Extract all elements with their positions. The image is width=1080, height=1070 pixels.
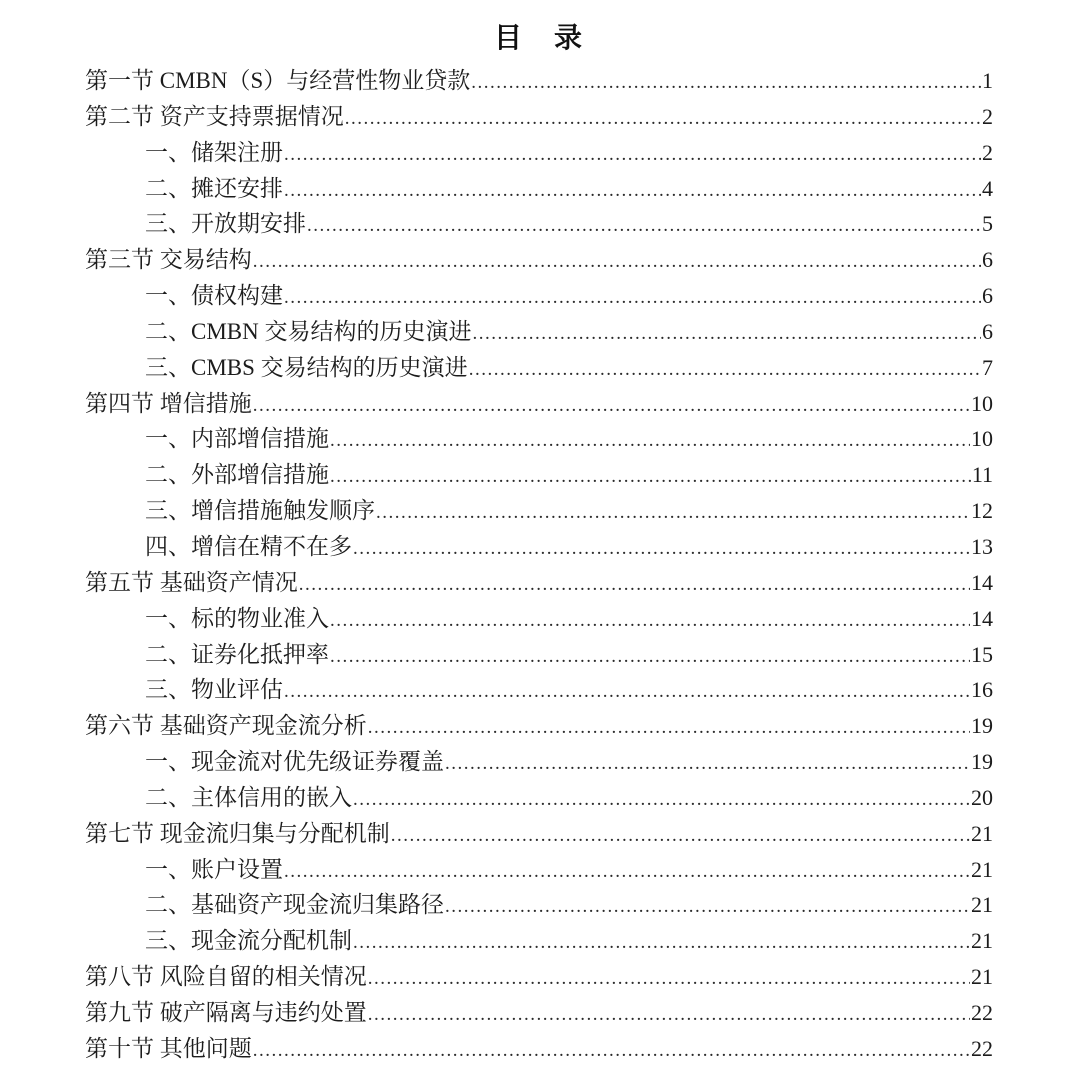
toc-leader-dots (353, 532, 970, 566)
toc-page-number: 10 (971, 426, 993, 452)
toc-page-number: 20 (971, 784, 993, 810)
toc-page-number: 6 (982, 318, 993, 344)
toc-entry-label: 一、标的物业准入 (145, 605, 329, 631)
toc-entry-label: 三、增信措施触发顺序 (145, 498, 375, 524)
toc-entry-label: 第六节 基础资产现金流分析 (85, 713, 367, 739)
toc-entry-label: 二、主体信用的嵌入 (145, 784, 352, 810)
toc-row (85, 279, 993, 315)
toc-page-number: 6 (982, 283, 993, 309)
toc-entry-label: 二、CMBN 交易结构的历史演进 (145, 318, 472, 344)
toc-entry-label: 三、现金流分配机制 (145, 928, 352, 954)
toc-leader-dots (353, 926, 970, 960)
toc-page-number: 4 (982, 175, 993, 201)
toc-page-number: 12 (971, 498, 993, 524)
toc-leader-dots (253, 1034, 970, 1068)
toc-leader-dots (368, 711, 970, 745)
toc-row (85, 422, 993, 458)
toc-row (85, 172, 993, 208)
toc-entry-label: 二、基础资产现金流归集路径 (145, 892, 444, 918)
toc-row (85, 530, 993, 566)
toc-entry-label: 第十节 其他问题 (85, 1035, 252, 1061)
toc-entry-label: 第三节 交易结构 (85, 247, 252, 273)
toc-leader-dots (330, 460, 971, 494)
toc-row (85, 494, 993, 530)
toc-page-number: 21 (971, 928, 993, 954)
toc-leader-dots (330, 640, 970, 674)
toc-entry-label: 二、外部增信措施 (145, 462, 329, 488)
toc-entry-label: 第二节 资产支持票据情况 (85, 103, 344, 129)
toc-entry-label: 第四节 增信措施 (85, 390, 252, 416)
toc-page-number: 21 (971, 964, 993, 990)
toc-entry-label: 一、债权构建 (145, 283, 283, 309)
toc-row (85, 207, 993, 243)
toc-entry-label: 三、CMBS 交易结构的历史演进 (145, 354, 468, 380)
toc-row (85, 351, 993, 387)
toc-row (85, 745, 993, 781)
toc-entry-label: 二、摊还安排 (145, 175, 283, 201)
toc-page-number: 5 (982, 211, 993, 237)
toc-entry-label: 第九节 破产隔离与违约处置 (85, 999, 367, 1025)
toc-leader-dots (284, 174, 981, 208)
toc-row (85, 960, 993, 996)
toc-leader-dots (391, 819, 970, 853)
toc-row (85, 817, 993, 853)
toc-list (85, 64, 993, 1068)
toc-leader-dots (353, 783, 970, 817)
toc-row (85, 100, 993, 136)
toc-entry-label: 一、储架注册 (145, 139, 283, 165)
toc-entry-label: 第八节 风险自留的相关情况 (85, 964, 367, 990)
toc-page-number: 16 (971, 677, 993, 703)
toc-entry-label: 第一节 CMBN（S）与经营性物业贷款 (85, 68, 471, 93)
toc-page-number: 2 (982, 139, 993, 165)
toc-entry-label: 第五节 基础资产情况 (85, 569, 298, 595)
toc-entry-label: 四、增信在精不在多 (145, 533, 352, 559)
toc-leader-dots (284, 855, 970, 889)
toc-page-number: 14 (971, 605, 993, 631)
toc-leader-dots (376, 496, 970, 530)
toc-row (85, 243, 993, 279)
toc-row (85, 673, 993, 709)
toc-page-number: 21 (971, 892, 993, 918)
toc-entry-label: 二、证券化抵押率 (145, 641, 329, 667)
page-title: 目 录 (493, 23, 584, 54)
toc-page-number: 13 (971, 533, 993, 559)
toc-row (85, 315, 993, 351)
toc-leader-dots (469, 353, 981, 387)
toc-page-number: 15 (971, 641, 993, 667)
toc-row (85, 1032, 993, 1068)
toc-row (85, 709, 993, 745)
toc-page-number: 6 (982, 247, 993, 273)
toc-page-number: 21 (971, 856, 993, 882)
toc-leader-dots (299, 568, 970, 602)
toc-leader-dots (368, 998, 970, 1032)
toc-page-number: 2 (982, 103, 993, 129)
toc-entry-label: 一、账户设置 (145, 856, 283, 882)
toc-entry-label: 第七节 现金流归集与分配机制 (85, 820, 390, 846)
toc-row (85, 996, 993, 1032)
toc-page-number: 11 (971, 462, 993, 488)
toc-row (85, 387, 993, 423)
toc-leader-dots (368, 962, 970, 996)
toc-leader-dots (284, 281, 981, 315)
toc-row (85, 458, 993, 494)
toc-page-number: 14 (971, 569, 993, 595)
toc-row (85, 638, 993, 674)
toc-leader-dots (471, 66, 981, 100)
toc-row (85, 64, 993, 100)
toc-page-number: 19 (971, 713, 993, 739)
toc-page-number: 22 (971, 999, 993, 1025)
toc-leader-dots (284, 138, 981, 172)
toc-entry-label: 一、内部增信措施 (145, 426, 329, 452)
toc-page-number: 7 (982, 354, 993, 380)
toc-leader-dots (307, 209, 981, 243)
toc-row (85, 853, 993, 889)
toc-page-number: 10 (971, 390, 993, 416)
toc-page-number: 21 (971, 820, 993, 846)
toc-leader-dots (330, 604, 970, 638)
toc-entry-label: 三、开放期安排 (145, 211, 306, 237)
toc-row (85, 781, 993, 817)
toc-leader-dots (253, 389, 970, 423)
toc-page-number: 19 (971, 749, 993, 775)
toc-row (85, 924, 993, 960)
toc-leader-dots (445, 747, 970, 781)
toc-row (85, 566, 993, 602)
toc-row (85, 602, 993, 638)
toc-leader-dots (284, 675, 970, 709)
toc-leader-dots (253, 245, 981, 279)
toc-entry-label: 三、物业评估 (145, 677, 283, 703)
toc-page-number: 1 (982, 68, 993, 93)
toc-row (85, 136, 993, 172)
toc-entry-label: 一、现金流对优先级证券覆盖 (145, 749, 444, 775)
toc-leader-dots (473, 317, 982, 351)
toc-leader-dots (330, 424, 970, 458)
toc-page-number: 22 (971, 1035, 993, 1061)
toc-leader-dots (445, 890, 970, 924)
toc-row (85, 888, 993, 924)
toc-leader-dots (345, 102, 981, 136)
